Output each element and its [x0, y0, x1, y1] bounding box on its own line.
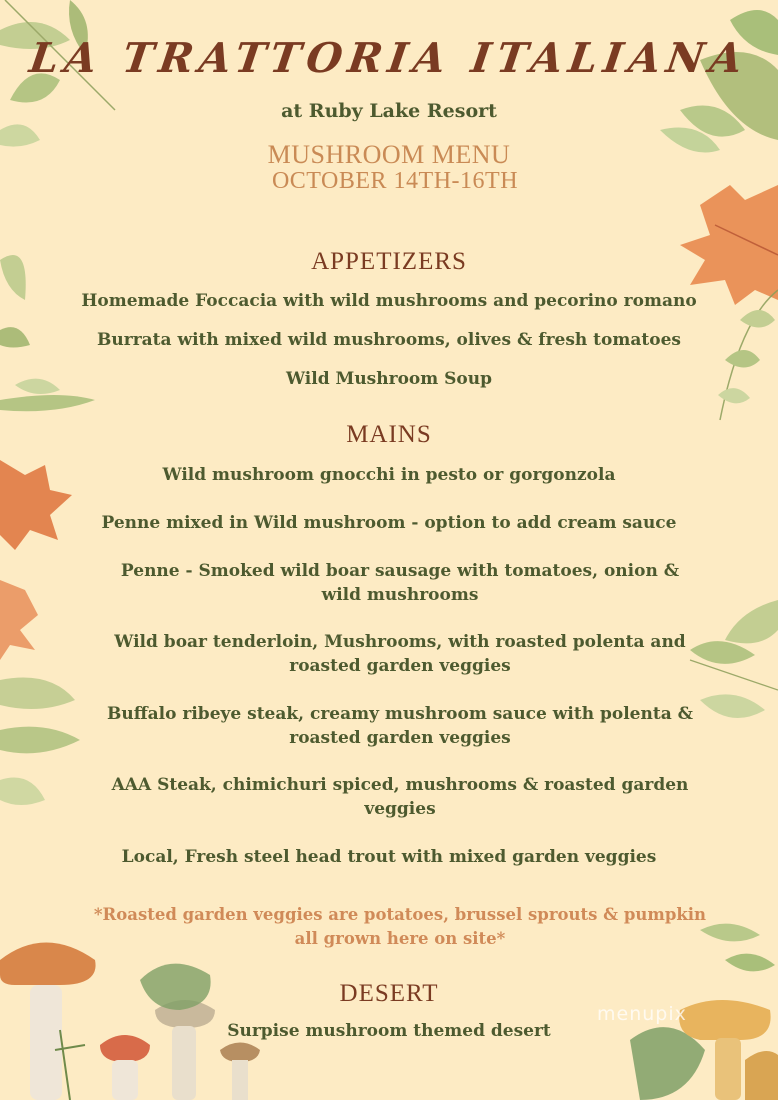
menu-item: Penne - Smoked wild boar sausage with tomatoes, onion & wild mushrooms: [120, 561, 680, 605]
maple-leaf-left-icon: [0, 460, 72, 660]
menu-item: Homemade Foccacia with wild mushrooms and pecorino romano: [81, 291, 697, 311]
watermark: menupix: [597, 1003, 687, 1025]
leaf-cluster-right-middle-icon: [690, 600, 778, 718]
desert-heading: DESERT: [339, 980, 439, 1007]
appetizers-heading: APPETIZERS: [311, 248, 467, 275]
menu-item: Penne mixed in Wild mushroom - option to add cream sauce: [101, 513, 677, 533]
menu-item: Burrata with mixed wild mushrooms, olives & fresh tomatoes: [97, 330, 681, 350]
menu-item: Wild mushroom gnocchi in pesto or gorgonzola: [162, 465, 616, 485]
leaf-cluster-left-lower-icon: [0, 678, 80, 806]
menu-item: Buffalo ribeye steak, creamy mushroom sauce with polenta & roasted garden veggies: [106, 704, 693, 748]
veggies-note: *Roasted garden veggies are potatoes, brussel sprouts & pumpkin all grown here on site*: [93, 905, 707, 948]
menu-item: Local, Fresh steel head trout with mixed garden veggies: [121, 847, 657, 867]
menu-item: AAA Steak, chimichuri spiced, mushrooms & roasted garden veggies: [111, 775, 689, 819]
restaurant-title: LA TRATTORIA ITALIANA: [26, 34, 752, 82]
maple-leaf-right-icon: [680, 185, 778, 305]
menu-name: MUSHROOM MENU: [267, 140, 511, 169]
menu-dates: OCTOBER 14TH-16TH: [271, 168, 519, 194]
menu-item: Wild Mushroom Soup: [285, 369, 493, 389]
menu-item: Wild boar tenderloin, Mushrooms, with roasted polenta and roasted garden veggies: [114, 632, 686, 676]
resort-subtitle: at Ruby Lake Resort: [281, 100, 497, 122]
menu-item: Surpise mushroom themed desert: [227, 1021, 551, 1041]
mains-heading: MAINS: [346, 421, 432, 448]
